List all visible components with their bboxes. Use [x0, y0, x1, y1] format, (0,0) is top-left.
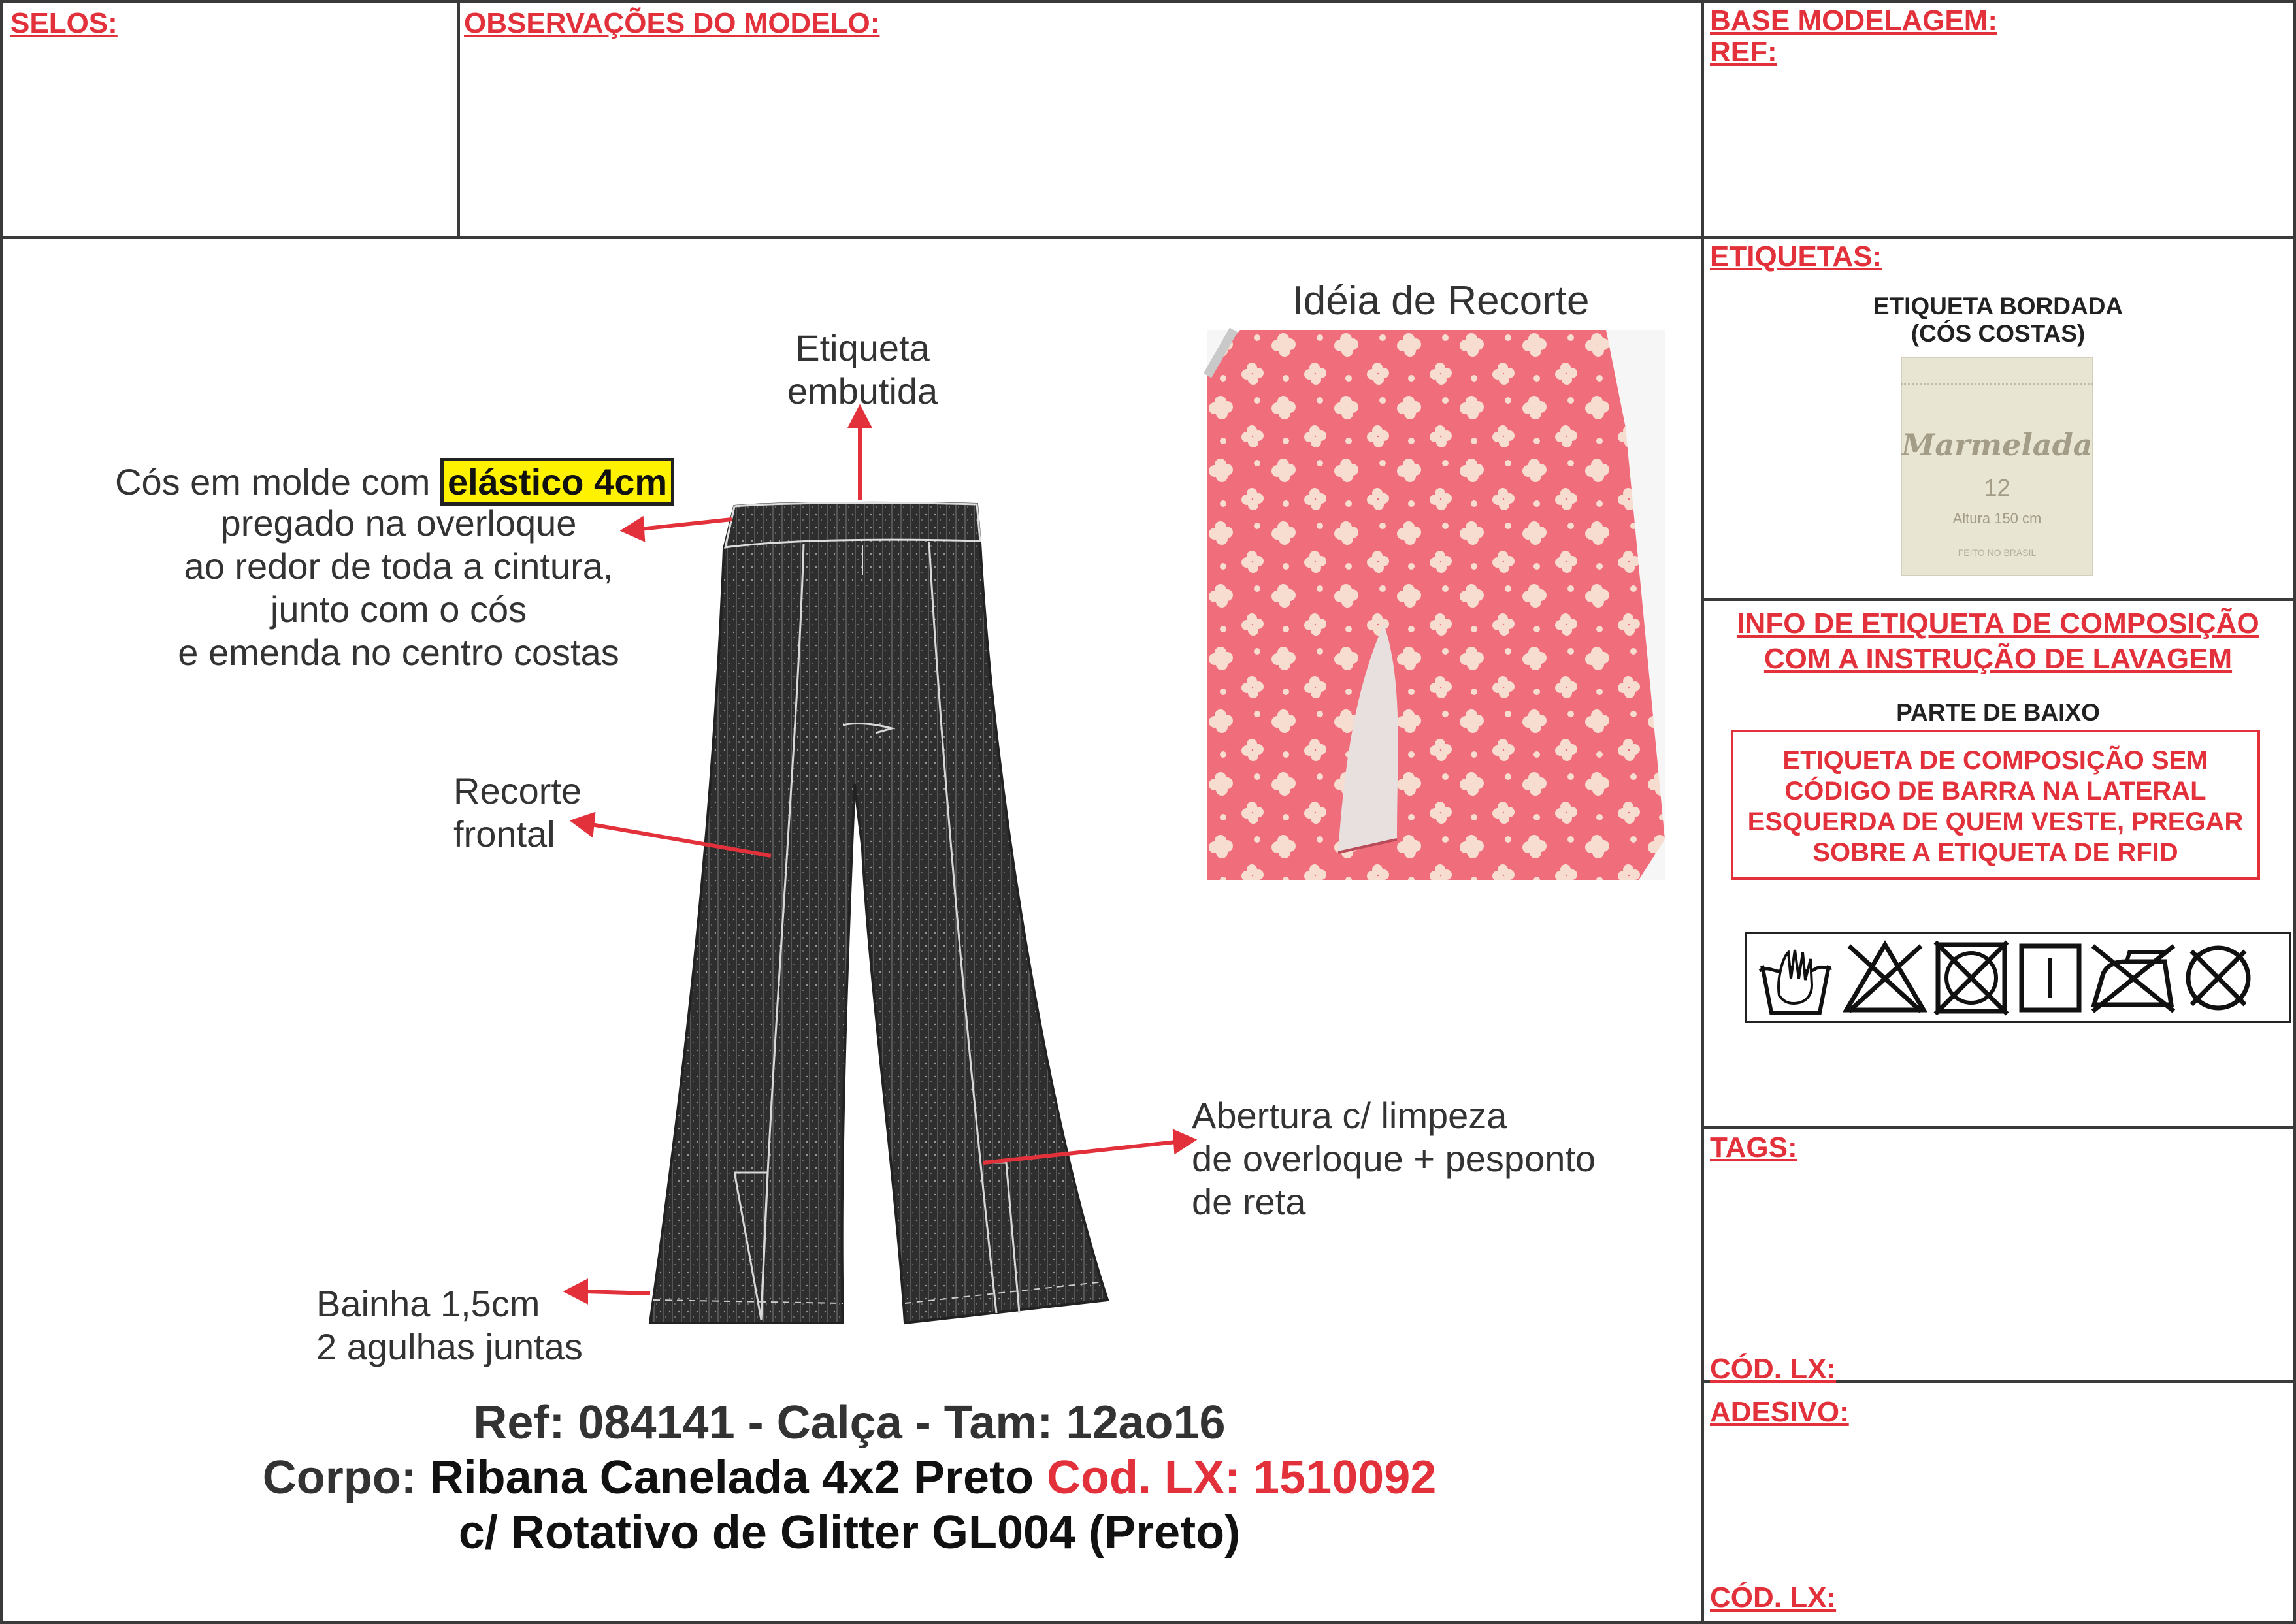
woven-label-height: Altura 150 cm — [1952, 510, 2042, 527]
bainha-line2: 2 agulhas juntas — [316, 1326, 583, 1367]
cos-line3: ao redor de toda a cintura, — [184, 545, 614, 587]
etiqueta-bordada-heading — [1704, 293, 2292, 348]
info-line2: COM A INSTRUÇÃO DE LAVAGEM — [1763, 643, 2233, 675]
info-line1: INFO DE ETIQUETA DE COMPOSIÇÃO — [1737, 608, 2259, 640]
rotativo-title: c/ Rotativo de Glitter GL004 (Preto) — [458, 1506, 1241, 1559]
line-dry-icon — [2018, 939, 2083, 1016]
cos-line4: junto com o cós — [270, 589, 527, 630]
etiqueta-bordada-line2: (CÓS COSTAS) — [1911, 320, 2086, 347]
sidebar-info-bottom — [1701, 1126, 2296, 1129]
cos-line5: e emenda no centro costas — [178, 632, 619, 673]
corpo-fabric: Ribana Canelada 4x2 Preto — [429, 1452, 1047, 1504]
abertura-line3: de reta — [1192, 1181, 1306, 1222]
etiqueta-annotation — [745, 327, 980, 413]
cos-line1-prefix: Cós em molde com — [115, 461, 431, 502]
abertura-line2: de overloque + pesponto — [1192, 1138, 1596, 1179]
composicao-line1: ETIQUETA DE COMPOSIÇÃO SEM — [1782, 746, 2208, 775]
recorte-idea-photo — [1207, 330, 1665, 880]
composicao-box — [1731, 730, 2260, 880]
sidebar-etiquetas-bottom — [1701, 598, 2296, 601]
composicao-line3: ESQUERDA DE QUEM VESTE, PREGAR — [1747, 807, 2244, 836]
observacoes-label: OBSERVAÇÕES DO MODELO: — [464, 7, 880, 39]
parte-de-baixo: PARTE DE BAIXO — [1896, 699, 2100, 726]
cod-lx-label-adesivo: CÓD. LX: — [1710, 1582, 1837, 1614]
base-modelagem-label: BASE MODELAGEM: — [1710, 5, 1997, 37]
cos-line2: pregado na overloque — [220, 502, 577, 544]
cos-line1 — [115, 461, 674, 504]
woven-label-footer: FEITO NO BRASIL — [1958, 547, 2037, 558]
elastico-highlight: elástico 4cm — [440, 458, 674, 506]
etiqueta-bordada-line1: ETIQUETA BORDADA — [1873, 293, 2124, 319]
woven-label-brand: Marmelada — [1901, 427, 2093, 463]
woven-label-stitch-top — [1901, 383, 2093, 385]
bainha-annotation — [316, 1282, 583, 1369]
tags-label: TAGS: — [1710, 1131, 1797, 1163]
composicao-line2: CÓDIGO DE BARRA NA LATERAL — [1784, 777, 2206, 805]
bainha-line1: Bainha 1,5cm — [316, 1283, 540, 1324]
info-heading — [1704, 606, 2292, 677]
adesivo-label: ADESIVO: — [1710, 1396, 1849, 1428]
no-bleach-icon — [1843, 939, 1927, 1016]
ref-label: REF: — [1710, 36, 1777, 68]
frame-bottom — [0, 1621, 2296, 1624]
woven-label-size: 12 — [1984, 474, 2010, 501]
recorte-idea-title: Idéia de Recorte — [1292, 278, 1590, 323]
cod-lx-label-tags: CÓD. LX: — [1710, 1353, 1837, 1385]
recorte-line2: frontal — [453, 813, 555, 854]
etiquetas-label: ETIQUETAS: — [1710, 240, 1882, 272]
recorte-line1: Recorte — [453, 770, 582, 811]
no-iron-icon — [2088, 939, 2179, 1016]
no-tumble-dry-icon — [1933, 939, 2010, 1016]
corpo-title — [0, 1450, 1699, 1506]
composicao-line4: SOBRE A ETIQUETA DE RFID — [1812, 838, 2178, 867]
no-dry-clean-icon — [2182, 939, 2254, 1016]
selos-label: SELOS: — [10, 7, 118, 39]
ref-title: Ref: 084141 - Calça - Tam: 12ao16 — [473, 1397, 1226, 1449]
cos-annotation — [131, 502, 666, 674]
recorte-annotation — [453, 770, 582, 856]
etiqueta-line2: embutida — [787, 370, 938, 412]
abertura-annotation — [1192, 1094, 1596, 1224]
corpo-code: Cod. LX: 1510092 — [1047, 1452, 1437, 1504]
hand-wash-icon — [1757, 939, 1834, 1016]
etiqueta-line1: Etiqueta — [795, 327, 930, 368]
abertura-line1: Abertura c/ limpeza — [1192, 1095, 1507, 1136]
woven-label — [1901, 357, 2093, 576]
corpo-prefix: Corpo: — [262, 1452, 430, 1504]
